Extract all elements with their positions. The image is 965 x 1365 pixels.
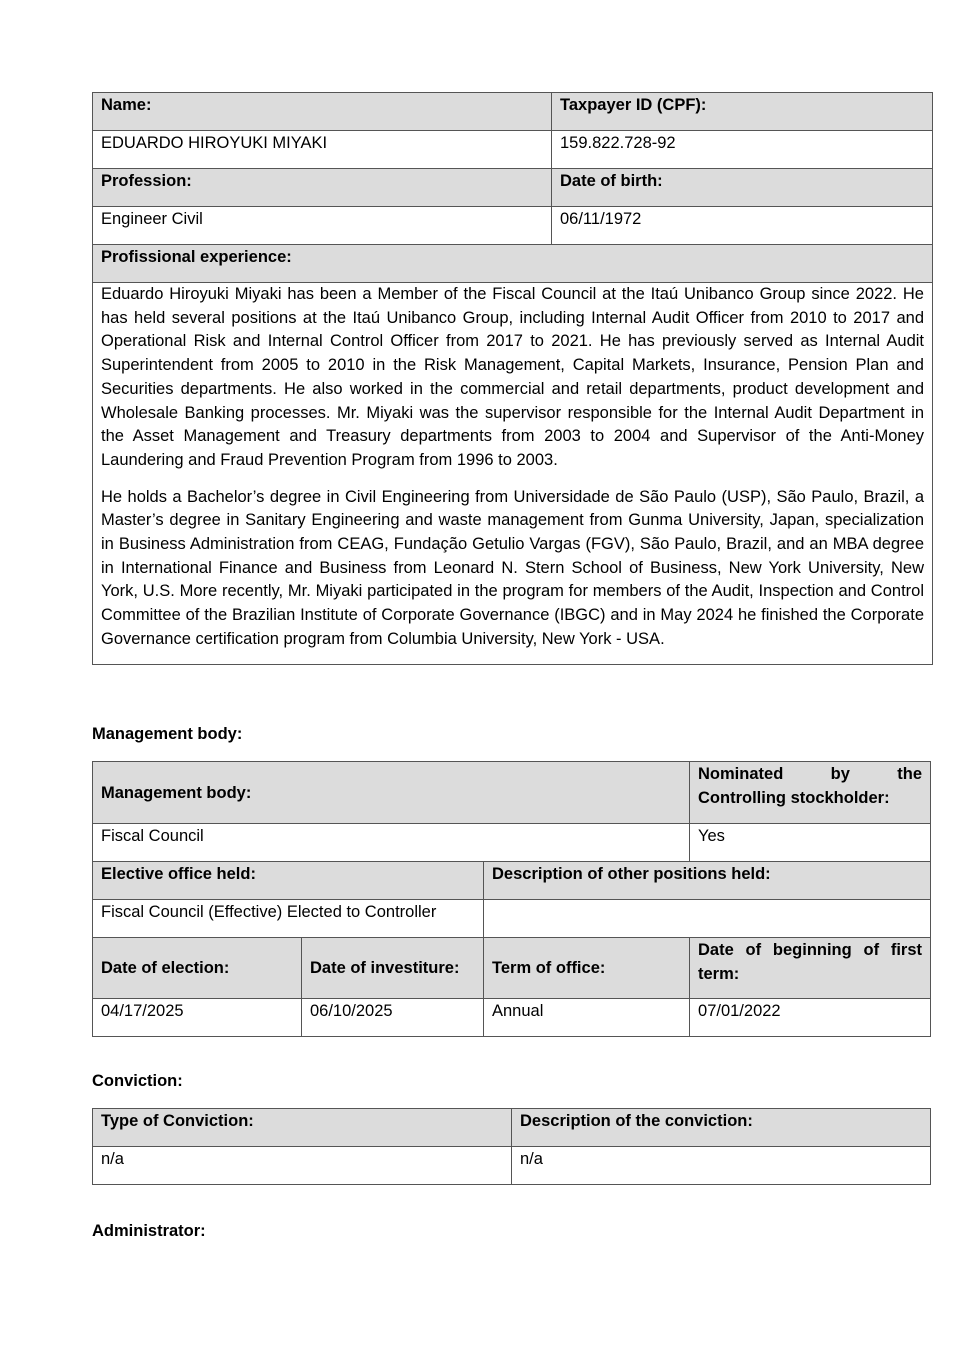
dob-value: 06/11/1972 <box>552 207 933 245</box>
profession-label: Profession: <box>93 169 552 207</box>
experience-cell <box>93 283 933 665</box>
conviction-table <box>92 1108 931 1185</box>
name-label: Name: <box>93 93 552 131</box>
profession-value: Engineer Civil <box>93 207 552 245</box>
investiture-date-value: 06/10/2025 <box>302 999 484 1037</box>
experience-paragraph-1: Eduardo Hiroyuki Miyaki has been a Member of the Fiscal Council at the Itaú Unibanco Group since 2022. He has held several positions at the Itaú Unibanco Group, including Internal Audit Officer from 2010 to 2017 and Operational Risk and Internal Control Officer from 2017 to 2021. He has previously served as Internal Audit Superintendent from 2005 to 2010 in the Risk Management, Capital Markets, Insurance, Pension Plan and Securities departments. He also worked in the commercial and retail departments, product development and Wholesale Banking processes. Mr. Miyaki was the supervisor responsible for the Internal Audit Department in the Asset Management and Treasury departments from 2003 to 2004 and Supervisor of the Anti-Money Laundering and Fraud Prevention Program from 1996 to 2003. <box>101 285 924 469</box>
conviction-description-label: Description of the conviction: <box>512 1109 931 1147</box>
elective-office-label: Elective office held: <box>93 862 484 900</box>
management-table <box>92 761 931 1037</box>
conviction-type-value: n/a <box>93 1147 512 1185</box>
other-positions-label: Description of other positions held: <box>484 862 931 900</box>
term-of-office-label: Term of office: <box>484 938 690 999</box>
management-section-title: Management body: <box>92 725 243 743</box>
elective-office-value: Fiscal Council (Effective) Elected to Controller <box>93 900 484 938</box>
cpf-label: Taxpayer ID (CPF): <box>552 93 933 131</box>
conviction-description-value: n/a <box>512 1147 931 1185</box>
term-of-office-value: Annual <box>484 999 690 1037</box>
investiture-date-label: Date of investiture: <box>302 938 484 999</box>
administrator-section-title: Administrator: <box>92 1222 206 1240</box>
management-body-label: Management body: <box>93 762 690 824</box>
first-term-label: Date of beginning of first term: <box>690 938 931 999</box>
dob-label: Date of birth: <box>552 169 933 207</box>
conviction-section-title: Conviction: <box>92 1072 183 1090</box>
cpf-value: 159.822.728-92 <box>552 131 933 169</box>
election-date-value: 04/17/2025 <box>93 999 302 1037</box>
first-term-value: 07/01/2022 <box>690 999 931 1037</box>
election-date-label: Date of election: <box>93 938 302 999</box>
other-positions-value <box>484 900 931 938</box>
nominated-value: Yes <box>690 824 931 862</box>
name-value: EDUARDO HIROYUKI MIYAKI <box>93 131 552 169</box>
experience-label: Profissional experience: <box>93 245 933 283</box>
personal-info-table <box>92 92 933 665</box>
management-body-value: Fiscal Council <box>93 824 690 862</box>
experience-paragraph-2: He holds a Bachelor’s degree in Civil Engineering from Universidade de São Paulo (USP), São Paulo, Brazil, a Master’s degree in Sanitary Engineering and waste management from Gunma University, Japan, specialization in Business Administration from CEAG, Fundação Getulio Vargas (FGV), São Paulo, Brazil, and an MBA degree in International Finance and Business from Leonard N. Stern School of Business, New York University, New York, U.S. More recently, Mr. Miyaki participated in the program for members of the Audit, Inspection and Control Committee of the Brazilian Institute of Corporate Governance (IBGC) and in May 2024 he finished the Corporate Governance certification program from Columbia University, New York - USA. <box>101 487 924 648</box>
nominated-label: Nominated by the Controlling stockholder: <box>690 762 931 824</box>
conviction-type-label: Type of Conviction: <box>93 1109 512 1147</box>
